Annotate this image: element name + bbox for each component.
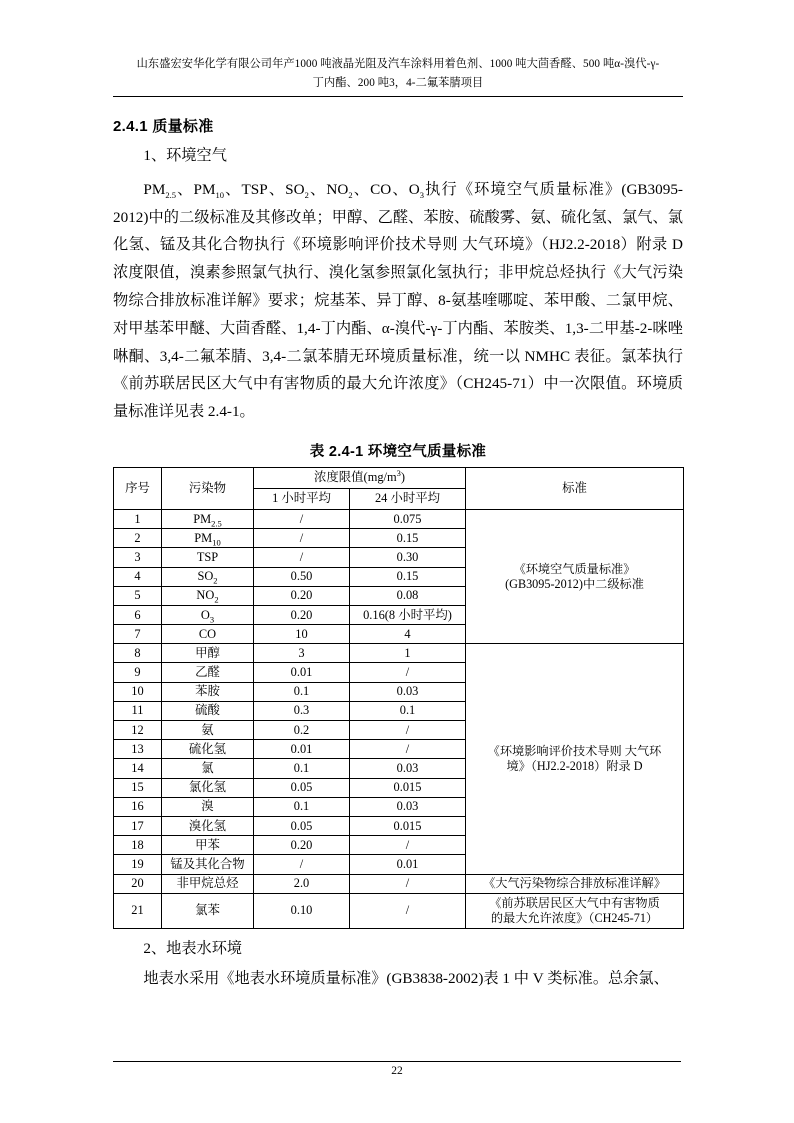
cell-no: 15: [114, 778, 162, 797]
cell-24h: 0.15: [350, 529, 466, 548]
cell-pollutant: 硫化氢: [162, 740, 254, 759]
cell-pollutant: 甲苯: [162, 836, 254, 855]
cell-1h: 0.1: [254, 759, 350, 778]
cell-1h: 0.05: [254, 816, 350, 835]
cell-no: 16: [114, 797, 162, 816]
cell-24h: /: [350, 893, 466, 928]
cell-no: 3: [114, 548, 162, 567]
cell-24h: /: [350, 836, 466, 855]
standard-line: (GB3095-2012)中二级标准: [505, 576, 644, 591]
cell-standard-group-2: [466, 644, 684, 874]
cell-1h: 0.50: [254, 567, 350, 586]
page-content: [113, 0, 683, 1123]
header-divider: [113, 96, 683, 97]
cell-24h: /: [350, 740, 466, 759]
cell-no: 17: [114, 816, 162, 835]
cell-1h: 10: [254, 625, 350, 644]
running-header-line-2: 丁内酯、200 吨3，4-二氟苯腈项目: [312, 76, 484, 89]
cell-1h: 0.1: [254, 682, 350, 701]
cell-no: 4: [114, 567, 162, 586]
cell-no: 11: [114, 701, 162, 720]
page-number: 22: [391, 1065, 403, 1077]
cell-24h: /: [350, 874, 466, 893]
cell-pollutant: 硫酸: [162, 701, 254, 720]
cell-standard-group-4: [466, 893, 684, 928]
cell-1h: 0.20: [254, 586, 350, 605]
cell-no: 5: [114, 586, 162, 605]
cell-24h: 0.1: [350, 701, 466, 720]
cell-24h: /: [350, 663, 466, 682]
cell-no: 19: [114, 855, 162, 874]
subsection-item-1: 1、环境空气: [143, 147, 227, 164]
cell-1h: 3: [254, 644, 350, 663]
paragraph-surface-water: 地表水采用《地表水环境质量标准》(GB3838-2002)表 1 中 V 类标准。总余氯、: [143, 969, 669, 987]
cell-no: 6: [114, 605, 162, 624]
cell-pollutant: 非甲烷总烃: [162, 874, 254, 893]
cell-1h: 2.0: [254, 874, 350, 893]
cell-24h: 0.30: [350, 548, 466, 567]
table-caption: 表 2.4-1 环境空气质量标准: [309, 443, 487, 460]
cell-no: 8: [114, 644, 162, 663]
cell-1h: 0.3: [254, 701, 350, 720]
table-row: [114, 874, 684, 893]
cell-24h: 0.075: [350, 509, 466, 528]
cell-1h: /: [254, 509, 350, 528]
table-row: [114, 509, 684, 528]
running-header: [113, 0, 683, 92]
cell-1h: 0.20: [254, 605, 350, 624]
footer-divider: [113, 1061, 681, 1062]
paragraph-air-quality: $PM_{2.5}$、$PM_{10}$、TSP、$SO_2$、$NO_2$、CO、$O_3$执行《环境空气质量标准》(GB3095-2012)中的二级标准及其修改单；甲醇、乙醛、苯胺、硫酸雾、氨、硫化氢、氯气、氯化氢、锰及其化合物执行《环境影响评价技术导则 大气环境》（HJ2.2-2018）附录 D 浓度限值，溴素参照氯气执行、溴化氢参照氯化氢执行；非甲烷总烃执行《大气污染物综合排放标准详解》要求；烷基苯、异丁醇、8-氨基喹哪啶、苯甲酸、二氯甲烷、对甲基苯甲醚、大茴香醛、1,4-丁内酯、α-溴代-γ-丁内酯、苯胺类、1,3-二甲基-2-咪唑啉酮、3,4-二氟苯腈、3,4-二氯苯腈无环境质量标准，统一以 NMHC 表征。氯苯执行《前苏联居民区大气中有害物质的最大允许浓度》（CH245-71）中一次限值。环境质量标准详见表 2.4-1。: [113, 180, 683, 421]
cell-1h: 0.1: [254, 797, 350, 816]
header-limit-1h: 1 小时平均: [254, 488, 350, 509]
standard-line: 《大气污染物综合排放标准详解》: [483, 876, 666, 891]
cell-1h: 0.01: [254, 740, 350, 759]
cell-1h: /: [254, 529, 350, 548]
cell-pollutant: 锰及其化合物: [162, 855, 254, 874]
cell-24h: 0.015: [350, 778, 466, 797]
cell-24h: 0.03: [350, 682, 466, 701]
cell-pollutant: $NO_2$: [162, 586, 254, 605]
air-quality-standards-table: [113, 467, 684, 929]
cell-no: 21: [114, 893, 162, 928]
cell-24h: 1: [350, 644, 466, 663]
section-heading: 2.4.1 质量标准: [113, 118, 214, 135]
cell-pollutant: 甲醇: [162, 644, 254, 663]
cell-standard-group-1: [466, 509, 684, 643]
cell-no: 2: [114, 529, 162, 548]
cell-24h: 0.015: [350, 816, 466, 835]
header-no: 序号: [114, 467, 162, 509]
table-row: [114, 644, 684, 663]
standard-line: 《环境影响评价技术导则 大气环: [487, 743, 662, 758]
cell-no: 14: [114, 759, 162, 778]
cell-24h: 4: [350, 625, 466, 644]
cell-pollutant: 氨: [162, 721, 254, 740]
table-header-row-1: [114, 467, 684, 488]
standard-line: 境》（HJ2.2-2018）附录 D: [506, 758, 643, 773]
standard-line: 《环境空气质量标准》: [513, 561, 636, 576]
cell-24h: 0.03: [350, 759, 466, 778]
page-footer: [113, 1061, 681, 1077]
cell-1h: 0.20: [254, 836, 350, 855]
cell-pollutant: $O_3$: [162, 605, 254, 624]
header-pollutant: 污染物: [162, 467, 254, 509]
cell-24h: /: [350, 721, 466, 740]
running-header-line-1: 山东盛宏安华化学有限公司年产1000 吨液晶光阻及汽车涂料用着色剂、1000 吨大茴香醛、500 吨α-溴代-γ-: [136, 58, 660, 70]
header-standard: 标准: [466, 467, 684, 509]
cell-pollutant: $PM_{10}$: [162, 529, 254, 548]
cell-pollutant: CO: [162, 625, 254, 644]
cell-no: 18: [114, 836, 162, 855]
cell-pollutant: 溴化氢: [162, 816, 254, 835]
cell-pollutant: $PM_{2.5}$: [162, 509, 254, 528]
cell-1h: 0.2: [254, 721, 350, 740]
cell-no: 20: [114, 874, 162, 893]
cell-1h: 0.05: [254, 778, 350, 797]
cell-no: 7: [114, 625, 162, 644]
cell-pollutant: 溴: [162, 797, 254, 816]
cell-no: 10: [114, 682, 162, 701]
cell-pollutant: 苯胺: [162, 682, 254, 701]
cell-1h: /: [254, 855, 350, 874]
cell-1h: /: [254, 548, 350, 567]
cell-no: 13: [114, 740, 162, 759]
standard-line: 的最大允许浓度》（CH245-71）: [490, 910, 659, 925]
cell-standard-group-3: [466, 874, 684, 893]
cell-24h: 0.03: [350, 797, 466, 816]
cell-24h: 0.16(8 小时平均): [350, 605, 466, 624]
cell-pollutant: 氯: [162, 759, 254, 778]
cell-no: 1: [114, 509, 162, 528]
cell-no: 12: [114, 721, 162, 740]
cell-24h: 0.01: [350, 855, 466, 874]
header-limit-group: 浓度限值$(mg/m^3)$: [254, 467, 466, 488]
cell-no: 9: [114, 663, 162, 682]
cell-pollutant: 氯苯: [162, 893, 254, 928]
cell-pollutant: TSP: [162, 548, 254, 567]
standard-line: 《前苏联居民区大气中有害物质: [489, 895, 660, 910]
cell-24h: 0.15: [350, 567, 466, 586]
cell-pollutant: 氯化氢: [162, 778, 254, 797]
header-limit-24h: 24 小时平均: [350, 488, 466, 509]
cell-24h: 0.08: [350, 586, 466, 605]
cell-pollutant: 乙醛: [162, 663, 254, 682]
cell-1h: 0.10: [254, 893, 350, 928]
subsection-item-2: 2、地表水环境: [143, 939, 243, 957]
cell-1h: 0.01: [254, 663, 350, 682]
table-row: [114, 893, 684, 928]
cell-pollutant: $SO_2$: [162, 567, 254, 586]
